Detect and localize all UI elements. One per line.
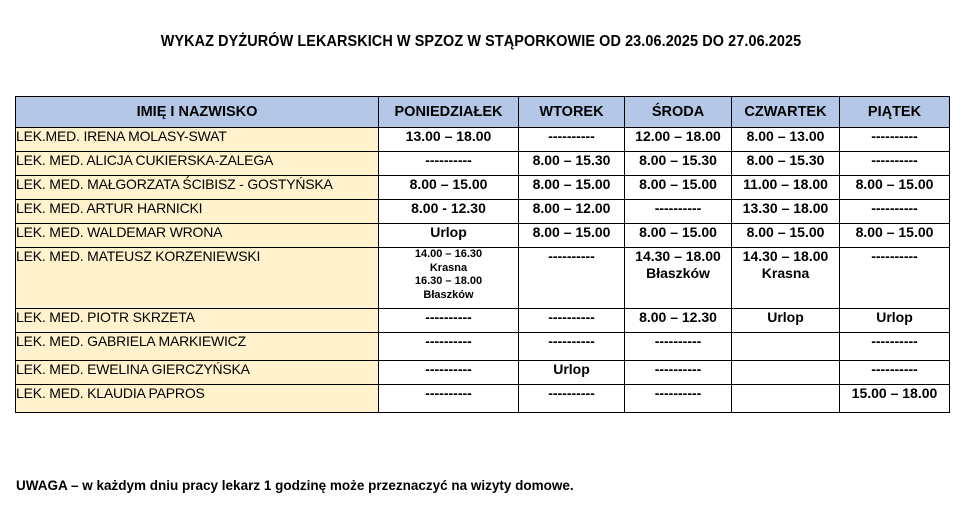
tuesday-hours: 8.00 – 15.30 bbox=[519, 152, 625, 176]
table-row bbox=[16, 309, 950, 333]
friday-hours: ---------- bbox=[840, 200, 950, 224]
monday-hours: 8.00 - 12.30 bbox=[379, 200, 519, 224]
doctor-name: LEK. MED. GABRIELA MARKIEWICZ bbox=[16, 333, 379, 361]
friday-hours: 8.00 – 15.00 bbox=[840, 224, 950, 248]
thursday-hours-line: 14.30 – 18.00 bbox=[742, 248, 829, 264]
doctor-name: LEK.MED. IRENA MOLASY-SWAT bbox=[16, 128, 379, 152]
friday-hours: ---------- bbox=[840, 128, 950, 152]
table-row bbox=[16, 385, 950, 413]
tuesday-hours: 8.00 – 15.00 bbox=[519, 224, 625, 248]
header-monday: PONIEDZIAŁEK bbox=[379, 97, 519, 128]
thursday-location: Krasna bbox=[761, 265, 810, 281]
monday-hours: ---------- bbox=[379, 361, 519, 385]
note-text: UWAGA – w każdym dniu pracy lekarz 1 godzinę może przeznaczyć na wizyty domowe. bbox=[16, 478, 574, 493]
tuesday-hours: Urlop bbox=[519, 361, 625, 385]
friday-hours: Urlop bbox=[840, 309, 950, 333]
wednesday-hours: ---------- bbox=[625, 333, 732, 361]
thursday-hours bbox=[732, 248, 840, 309]
wednesday-hours: 8.00 – 15.00 bbox=[625, 176, 732, 200]
wednesday-hours: ---------- bbox=[625, 200, 732, 224]
monday-hours: ---------- bbox=[379, 152, 519, 176]
monday-hours-line: 14.00 – 16.30 bbox=[414, 248, 483, 260]
wednesday-hours: ---------- bbox=[625, 361, 732, 385]
doctor-name: LEK. MED. ARTUR HARNICKI bbox=[16, 200, 379, 224]
thursday-hours bbox=[732, 385, 840, 413]
wednesday-hours-line: 14.30 – 18.00 bbox=[635, 248, 721, 264]
doctor-name: LEK. MED. EWELINA GIERCZYŃSKA bbox=[16, 361, 379, 385]
wednesday-hours: 8.00 – 15.00 bbox=[625, 224, 732, 248]
table-row bbox=[16, 333, 950, 361]
table-header-row bbox=[16, 97, 950, 128]
wednesday-hours bbox=[625, 248, 732, 309]
table-row bbox=[16, 200, 950, 224]
header-tuesday: WTOREK bbox=[519, 97, 625, 128]
friday-hours: ---------- bbox=[840, 333, 950, 361]
thursday-hours: 13.30 – 18.00 bbox=[732, 200, 840, 224]
doctor-name: LEK. MED. PIOTR SKRZETA bbox=[16, 309, 379, 333]
table-row bbox=[16, 128, 950, 152]
doctor-name: LEK. MED. ALICJA CUKIERSKA-ZALEGA bbox=[16, 152, 379, 176]
friday-hours: 15.00 – 18.00 bbox=[840, 385, 950, 413]
table-row bbox=[16, 152, 950, 176]
doctor-name: LEK. MED. WALDEMAR WRONA bbox=[16, 224, 379, 248]
tuesday-hours: 8.00 – 15.00 bbox=[519, 176, 625, 200]
table-row bbox=[16, 248, 950, 309]
thursday-hours: 11.00 – 18.00 bbox=[732, 176, 840, 200]
monday-hours: ---------- bbox=[379, 309, 519, 333]
thursday-hours: 8.00 – 15.00 bbox=[732, 224, 840, 248]
monday-hours: Urlop bbox=[379, 224, 519, 248]
tuesday-hours: ---------- bbox=[519, 248, 625, 309]
header-friday: PIĄTEK bbox=[840, 97, 950, 128]
thursday-hours bbox=[732, 333, 840, 361]
wednesday-hours: 12.00 – 18.00 bbox=[625, 128, 732, 152]
monday-hours bbox=[379, 248, 519, 309]
wednesday-location: Błaszków bbox=[646, 265, 710, 281]
doctor-name: LEK. MED. KLAUDIA PAPROS bbox=[16, 385, 379, 413]
page-title: WYKAZ DYŻURÓW LEKARSKICH W SPZOZ W STĄPORKOWIE OD 23.06.2025 DO 27.06.2025 bbox=[160, 33, 802, 50]
thursday-hours: Urlop bbox=[732, 309, 840, 333]
header-wednesday: ŚRODA bbox=[625, 97, 732, 128]
monday-location: Błaszków bbox=[423, 288, 474, 301]
table-row bbox=[16, 361, 950, 385]
doctor-name: LEK. MED. MATEUSZ KORZENIEWSKI bbox=[16, 248, 379, 309]
friday-hours: 8.00 – 15.00 bbox=[840, 176, 950, 200]
duty-schedule-table bbox=[15, 96, 950, 413]
friday-hours: ---------- bbox=[840, 361, 950, 385]
tuesday-hours: ---------- bbox=[519, 385, 625, 413]
thursday-hours bbox=[732, 361, 840, 385]
monday-hours: ---------- bbox=[379, 385, 519, 413]
header-name: IMIĘ I NAZWISKO bbox=[16, 97, 379, 128]
monday-location: Krasna bbox=[429, 261, 468, 274]
thursday-hours: 8.00 – 13.00 bbox=[732, 128, 840, 152]
monday-hours-line: 16.30 – 18.00 bbox=[414, 275, 483, 287]
tuesday-hours: ---------- bbox=[519, 333, 625, 361]
table-row bbox=[16, 224, 950, 248]
friday-hours: ---------- bbox=[840, 248, 950, 309]
thursday-hours: 8.00 – 15.30 bbox=[732, 152, 840, 176]
wednesday-hours: 8.00 – 15.30 bbox=[625, 152, 732, 176]
tuesday-hours: ---------- bbox=[519, 128, 625, 152]
monday-hours: 8.00 – 15.00 bbox=[379, 176, 519, 200]
friday-hours: ---------- bbox=[840, 152, 950, 176]
table-row bbox=[16, 176, 950, 200]
doctor-name: LEK. MED. MAŁGORZATA ŚCIBISZ - GOSTYŃSKA bbox=[16, 176, 379, 200]
header-thursday: CZWARTEK bbox=[732, 97, 840, 128]
wednesday-hours: ---------- bbox=[625, 385, 732, 413]
monday-hours: 13.00 – 18.00 bbox=[379, 128, 519, 152]
monday-hours: ---------- bbox=[379, 333, 519, 361]
tuesday-hours: ---------- bbox=[519, 309, 625, 333]
tuesday-hours: 8.00 – 12.00 bbox=[519, 200, 625, 224]
wednesday-hours: 8.00 – 12.30 bbox=[625, 309, 732, 333]
